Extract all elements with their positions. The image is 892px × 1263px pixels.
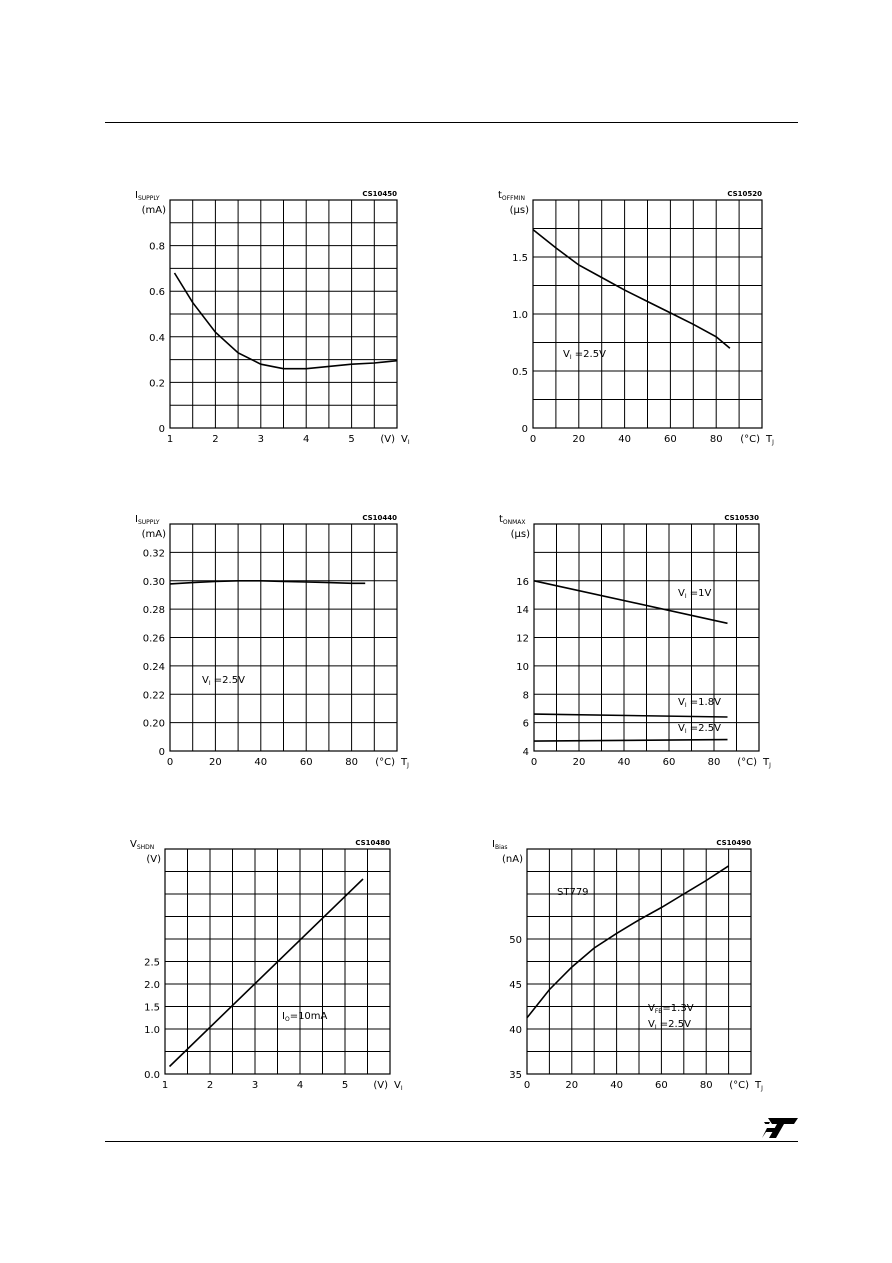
- x-tick-label: 3: [257, 434, 264, 445]
- x-tick-label: 40: [610, 1080, 623, 1091]
- y-tick-label: 0.22: [142, 690, 165, 702]
- chart-annotation: $V_I =2.5V$: [202, 675, 245, 687]
- st-logo-icon: [762, 1116, 798, 1140]
- x-tick-label: 3: [251, 1080, 259, 1091]
- y-axis-label: $I_{Bias}$: [492, 839, 508, 851]
- x-axis-label: $V_I$: [401, 434, 410, 446]
- y-axis-label: $I_{SUPPLY}$: [135, 514, 160, 526]
- chart-annotation: $V_I =1.8V$: [678, 697, 721, 709]
- x-axis-label: $T_J$: [755, 1080, 763, 1092]
- x-tick-label: 20: [565, 1080, 579, 1091]
- x-axis-label: $T_J$: [401, 757, 409, 769]
- chart-3: [135, 514, 409, 769]
- x-tick-label: 0: [166, 757, 174, 768]
- x-tick-label: 40: [254, 757, 268, 768]
- x-tick-label: 80: [709, 434, 723, 445]
- chart-2: [498, 190, 774, 446]
- x-tick-label: 80: [699, 1080, 713, 1091]
- x-axis-unit: (V): [373, 1080, 388, 1091]
- x-tick-label: 60: [655, 1080, 668, 1091]
- y-tick-label: 12: [516, 633, 529, 645]
- series-line-3: [534, 740, 728, 742]
- chart-6: [492, 839, 763, 1092]
- y-tick-label: 0.32: [142, 548, 165, 560]
- y-tick-label: 16: [516, 576, 529, 588]
- x-axis-unit: (°C): [729, 1080, 749, 1091]
- x-tick-label: 60: [299, 757, 313, 768]
- x-tick-label: 40: [617, 757, 631, 768]
- chart-code-label: CS10450: [362, 190, 397, 198]
- x-tick-label: 80: [707, 757, 721, 768]
- y-tick-label: 0.30: [142, 576, 165, 588]
- y-axis-unit: (mA): [141, 529, 166, 540]
- x-tick-label: 4: [303, 434, 310, 445]
- y-axis-label: $t_{ONMAX}$: [499, 514, 526, 526]
- chart-code-label: CS10530: [724, 514, 759, 522]
- x-axis-unit: (°C): [737, 757, 757, 768]
- x-tick-label: 5: [341, 1080, 349, 1091]
- y-tick-label: 0.8: [149, 241, 165, 253]
- y-tick-label: 0.6: [149, 287, 165, 299]
- x-axis-label: $T_J$: [766, 434, 774, 446]
- x-axis-unit: (°C): [740, 434, 760, 445]
- x-tick-label: 60: [664, 434, 677, 445]
- x-tick-label: 80: [345, 757, 358, 768]
- y-tick-label: 0: [158, 747, 165, 758]
- y-tick-label: 40: [509, 1025, 522, 1036]
- y-tick-label: 0: [158, 424, 165, 435]
- y-axis-unit: (µs): [509, 205, 529, 216]
- series-line-1: [533, 230, 730, 349]
- series-line-2: [534, 714, 728, 717]
- x-tick-label: 2: [212, 434, 219, 445]
- y-tick-label: 14: [516, 605, 529, 617]
- y-tick-label: 35: [509, 1070, 522, 1081]
- chart-code-label: CS10490: [716, 839, 751, 847]
- chart-annotation: $V_I =2.5V$: [563, 349, 606, 361]
- y-tick-label: 1.5: [144, 1002, 160, 1014]
- y-axis-unit: (nA): [502, 854, 523, 865]
- chart-1: [135, 190, 410, 446]
- y-tick-label: 0.0: [144, 1070, 160, 1081]
- series-line-1: [170, 581, 365, 584]
- y-tick-label: 4: [522, 747, 529, 758]
- y-tick-label: 2.5: [144, 957, 160, 969]
- y-tick-label: 45: [509, 980, 522, 991]
- x-axis-label: $V_I$: [394, 1080, 403, 1092]
- x-tick-label: 0: [530, 757, 538, 768]
- x-tick-label: 20: [209, 757, 222, 768]
- y-tick-label: 0.2: [149, 378, 165, 390]
- y-tick-label: 0.20: [142, 718, 165, 730]
- x-tick-label: 0: [529, 434, 537, 445]
- x-axis-unit: (V): [380, 434, 395, 445]
- y-tick-label: 2.0: [144, 980, 160, 991]
- y-tick-label: 0.5: [512, 367, 528, 378]
- x-tick-label: 5: [348, 434, 355, 445]
- chart-annotation: $V_{FB}=1.3V$: [648, 1003, 694, 1015]
- y-axis-unit: (mA): [141, 205, 166, 216]
- y-tick-label: 8: [522, 690, 529, 702]
- x-axis-unit: (°C): [375, 757, 395, 768]
- y-tick-label: 0: [521, 424, 528, 435]
- y-tick-label: 6: [522, 718, 529, 730]
- x-tick-label: 2: [206, 1080, 214, 1091]
- x-axis-label: $T_J$: [763, 757, 771, 769]
- y-axis-label: $I_{SUPPLY}$: [135, 190, 160, 202]
- x-tick-label: 20: [572, 434, 586, 445]
- y-tick-label: 0.24: [142, 661, 165, 673]
- y-tick-label: 50: [509, 935, 522, 946]
- y-tick-label: 1.0: [144, 1025, 160, 1036]
- chart-code-label: CS10440: [362, 514, 397, 522]
- x-tick-label: 60: [662, 757, 676, 768]
- series-line-1: [175, 273, 398, 369]
- chart-annotation: $V_I =1V$: [678, 588, 712, 600]
- x-tick-label: 1: [161, 1080, 169, 1091]
- x-tick-label: 1: [166, 434, 174, 445]
- series-line-1: [170, 879, 364, 1067]
- y-axis-label: $t_{OFFMIN}$: [498, 190, 525, 202]
- chart-annotation: ST779: [557, 887, 589, 898]
- y-tick-label: 10: [516, 661, 529, 673]
- chart-code-label: CS10480: [355, 839, 390, 847]
- x-tick-label: 4: [296, 1080, 304, 1091]
- chart-annotation: $I_O=10mA$: [282, 1011, 328, 1023]
- x-tick-label: 0: [523, 1080, 531, 1091]
- y-tick-label: 1.0: [512, 310, 528, 321]
- y-axis-label: $V_{SHDN}$: [130, 839, 155, 851]
- chart-5: [130, 839, 403, 1092]
- y-tick-label: 0.26: [142, 633, 165, 645]
- chart-annotation: $V_I =2.5V$: [648, 1019, 691, 1031]
- y-tick-label: 1.5: [512, 253, 528, 264]
- chart-4: [499, 514, 771, 769]
- chart-annotation: $V_I =2.5V$: [678, 723, 721, 735]
- y-tick-label: 0.4: [149, 332, 165, 344]
- y-tick-label: 0.28: [142, 605, 165, 617]
- y-axis-unit: (V): [146, 854, 161, 865]
- x-tick-label: 40: [618, 434, 631, 445]
- x-tick-label: 20: [572, 757, 586, 768]
- chart-code-label: CS10520: [727, 190, 762, 198]
- y-axis-unit: (µs): [510, 529, 530, 540]
